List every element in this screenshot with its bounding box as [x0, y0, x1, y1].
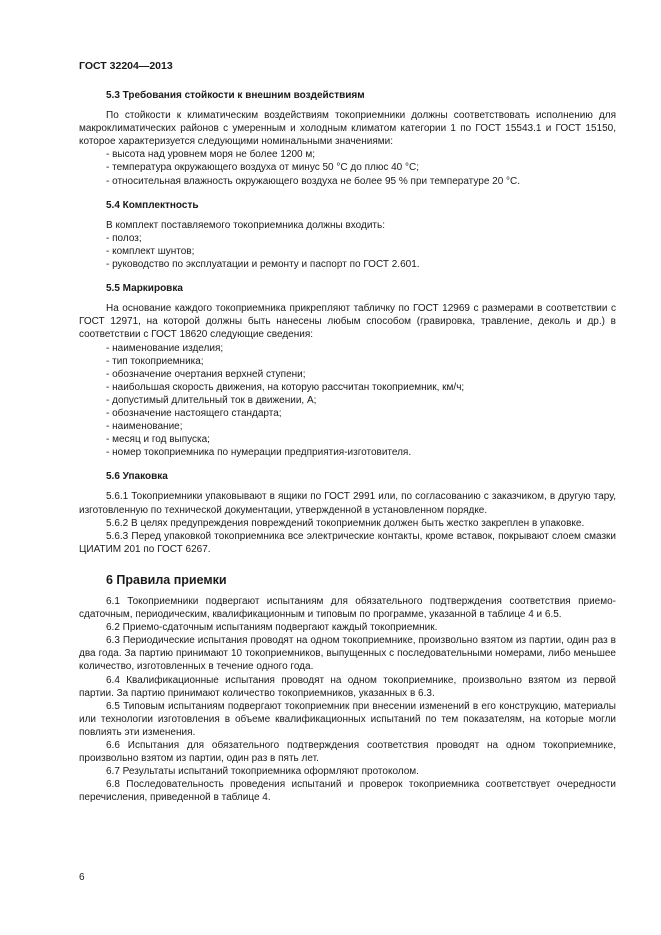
paragraph: 5.6.2 В целях предупреждения повреждений токоприемник должен быть жестко закреплен в упаковке.	[106, 517, 585, 529]
list-item: - относительная влажность окружающего воздуха не более 95 % при температуре 20 °С.	[106, 175, 521, 187]
paragraph: 5.6.3 Перед упаковкой токоприемника все электрические контакты, кроме вставок, покрывают слоем смазки ЦИАТИМ 201 по ГОСТ 6267.	[79, 530, 616, 555]
paragraph: 6.5 Типовым испытаниям подвергают токоприемник при внесении изменений в его конструкцию, материалы или технологии изготовления в объеме квалификационных испытаний по тем показателям, на которые могли повлиять эти изменения.	[79, 700, 616, 738]
paragraph: 6.1 Токоприемники подвергают испытаниям для обязательного подтверждения соответствия приемо-сдаточным, периодическим, квалификационным и типовым по программе, указанной в таблице 4 и 6.5.	[79, 596, 616, 621]
paragraph: 6.2 Приемо-сдаточным испытаниям подвергают каждый токоприемник.	[106, 622, 438, 634]
paragraph: На основание каждого токоприемника прикрепляют табличку по ГОСТ 12969 с размерами в соответствии с ГОСТ 12971, на которой должны быть нанесены любым способом (гравировка, травление, деколь и др.) в соответствии с ГОСТ 18620 следующие сведения:	[79, 303, 616, 341]
list-item: - обозначение настоящего стандарта;	[106, 407, 282, 419]
list-item: - наименование;	[106, 421, 183, 433]
list-item: - наибольшая скорость движения, на которую рассчитан токоприемник, км/ч;	[106, 381, 465, 393]
standard-header: ГОСТ 32204—2013	[79, 60, 173, 72]
paragraph: 6.3 Периодические испытания проводят на одном токоприемнике, произвольно взятом из партии, один раз в два года. За партию принимают 10 токоприемников, выпущенных с последовательными номерами, либо меньшее количество, изготовленных в течение одного года.	[79, 635, 616, 673]
list-item: - номер токоприемника по нумерации предприятия-изготовителя.	[106, 447, 412, 459]
paragraph: 6.6 Испытания для обязательного подтверждения соответствия проводят на одном токоприемнике, произвольно взятом из партии, один раз в пять лет.	[79, 740, 616, 765]
list-item: - полоз;	[106, 232, 142, 244]
paragraph: 5.6.1 Токоприемники упаковывают в ящики по ГОСТ 2991 или, по согласованию с заказчиком, в другую тару, изготовленную по технической документации, утвержденной в установленном порядке.	[79, 491, 616, 516]
section-heading-5-3: 5.3 Требования стойкости к внешним воздействиям	[106, 90, 365, 101]
section-heading-5-5: 5.5 Маркировка	[106, 283, 183, 295]
list-item: - наименование изделия;	[106, 342, 224, 354]
list-item: - тип токоприемника;	[106, 355, 204, 367]
paragraph: По стойкости к климатическим воздействиям токоприемники должны соответствовать исполнению для макроклиматических районов с умеренным и холодным климатом категории 1 по ГОСТ 15543.1 и ГОСТ 15150, которое характеризуется следующими номинальными значениями:	[79, 110, 616, 148]
paragraph: 6.7 Результаты испытаний токоприемника оформляют протоколом.	[106, 766, 419, 778]
list-item: - высота над уровнем моря не более 1200 м;	[106, 149, 316, 161]
paragraph: 6.4 Квалификационные испытания проводят на одном токоприемнике, произвольно взятом из первой партии. За партию принимают количество токоприемников, указанных в 6.3.	[79, 674, 616, 699]
page-number: 6	[79, 872, 85, 883]
list-item: - руководство по эксплуатации и ремонту и паспорт по ГОСТ 2.601.	[106, 259, 420, 271]
list-item: - допустимый длительный ток в движении, А;	[106, 394, 317, 406]
list-item: - обозначение очертания верхней ступени;	[106, 368, 306, 380]
list-item: - температура окружающего воздуха от минус 50 °С до плюс 40 °С;	[106, 162, 419, 174]
paragraph: В комплект поставляемого токоприемника должны входить:	[106, 219, 385, 231]
paragraph: 6.8 Последовательность проведения испытаний и проверок токоприемника соответствует очередности перечисления, приведенной в таблице 4.	[79, 779, 616, 804]
list-item: - комплект шунтов;	[106, 245, 195, 257]
section-heading-5-4: 5.4 Комплектность	[106, 199, 199, 211]
document-body	[79, 89, 616, 805]
list-item: - месяц и год выпуска;	[106, 434, 210, 446]
section-heading-6: 6 Правила приемки	[106, 572, 227, 587]
section-heading-5-6: 5.6 Упаковка	[106, 471, 168, 483]
